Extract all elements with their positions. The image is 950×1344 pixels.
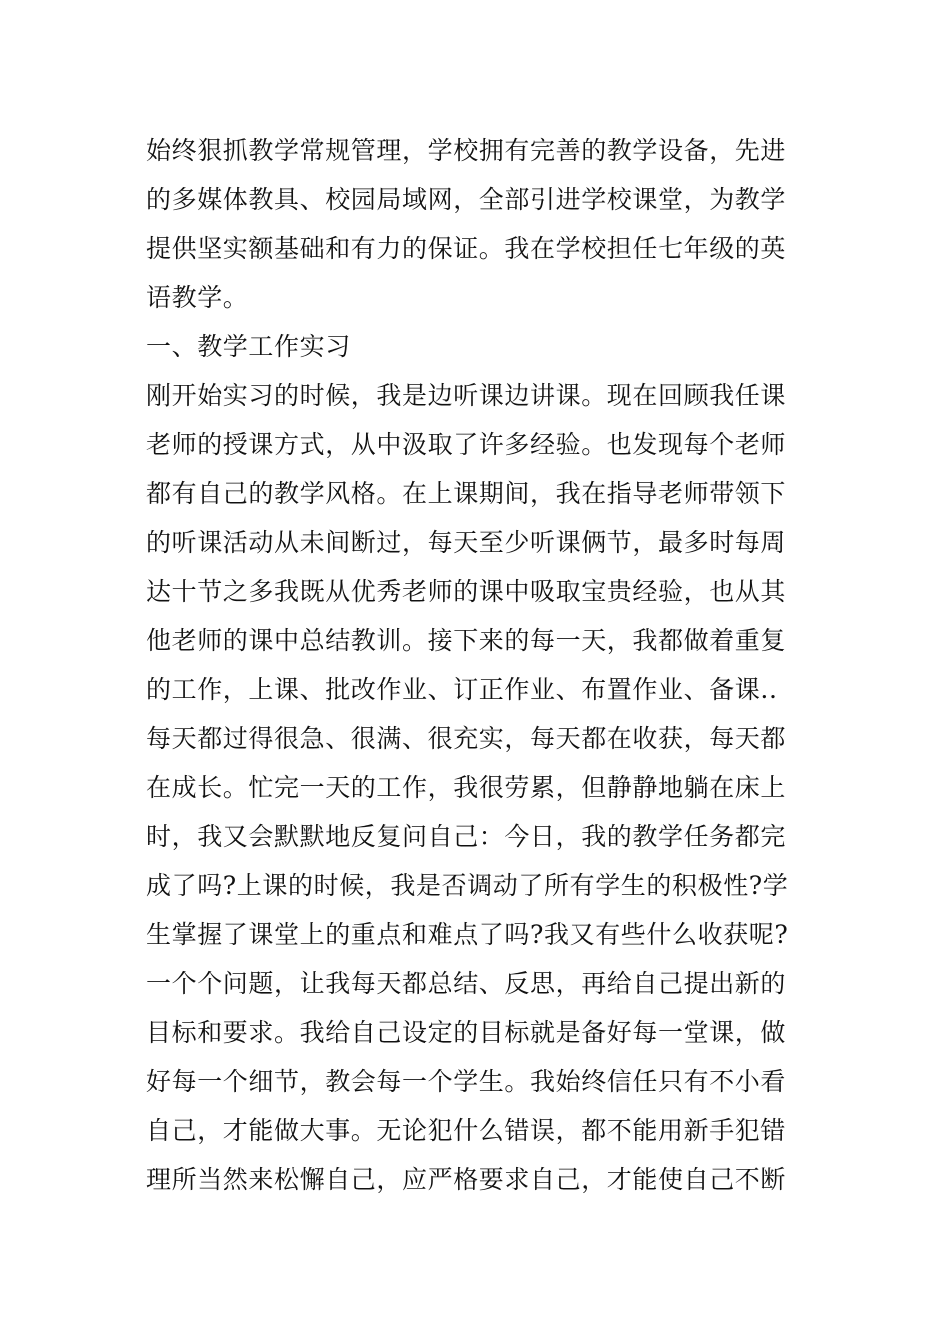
text-line-7: 老师的授课方式，从中汲取了许多经验。也发现每个老师	[146, 430, 787, 459]
text-line-20: 好每一个细节，教会每一个学生。我始终信任只有不小看	[146, 1067, 787, 1096]
text-line-12: 的工作，上课、批改作业、订正作业、布置作业、备课..	[146, 675, 778, 704]
text-line-10: 达十节之多我既从优秀老师的课中吸取宝贵经验，也从其	[146, 577, 787, 606]
text-line-9: 的听课活动从未间断过，每天至少听课俩节，最多时每周	[146, 528, 787, 557]
text-line-8: 都有自己的教学风格。在上课期间，我在指导老师带领下	[146, 479, 787, 508]
text-line-18: 一个个问题，让我每天都总结、反思，再给自己提出新的	[146, 969, 787, 998]
text-line-3: 提供坚实额基础和有力的保证。我在学校担任七年级的英	[146, 234, 787, 263]
text-line-19: 目标和要求。我给自己设定的目标就是备好每一堂课，做	[146, 1018, 787, 1047]
text-line-13: 每天都过得很急、很满、很充实，每天都在收获，每天都	[146, 724, 787, 753]
text-line-16: 成了吗?上课的时候，我是否调动了所有学生的积极性?学	[146, 871, 789, 900]
text-line-1: 始终狠抓教学常规管理，学校拥有完善的教学设备，先进	[146, 136, 787, 165]
text-line-17: 生掌握了课堂上的重点和难点了吗?我又有些什么收获呢?	[146, 920, 789, 949]
text-line-14: 在成长。忙完一天的工作，我很劳累，但静静地躺在床上	[146, 773, 787, 802]
text-line-2: 的多媒体教具、校园局域网，全部引进学校课堂，为教学	[146, 185, 787, 214]
section-heading: 一、教学工作实习	[146, 332, 351, 361]
text-line-6: 刚开始实习的时候，我是边听课边讲课。现在回顾我任课	[146, 381, 787, 410]
text-line-21: 自己，才能做大事。无论犯什么错误，都不能用新手犯错	[146, 1116, 787, 1145]
text-line-11: 他老师的课中总结教训。接下来的每一天，我都做着重复	[146, 626, 787, 655]
text-line-15: 时，我又会默默地反复问自己：今日，我的教学任务都完	[146, 822, 787, 851]
text-line-4: 语教学。	[146, 283, 249, 312]
body-text	[146, 126, 810, 1204]
text-line-22: 理所当然来松懈自己，应严格要求自己，才能使自己不断	[146, 1165, 787, 1194]
